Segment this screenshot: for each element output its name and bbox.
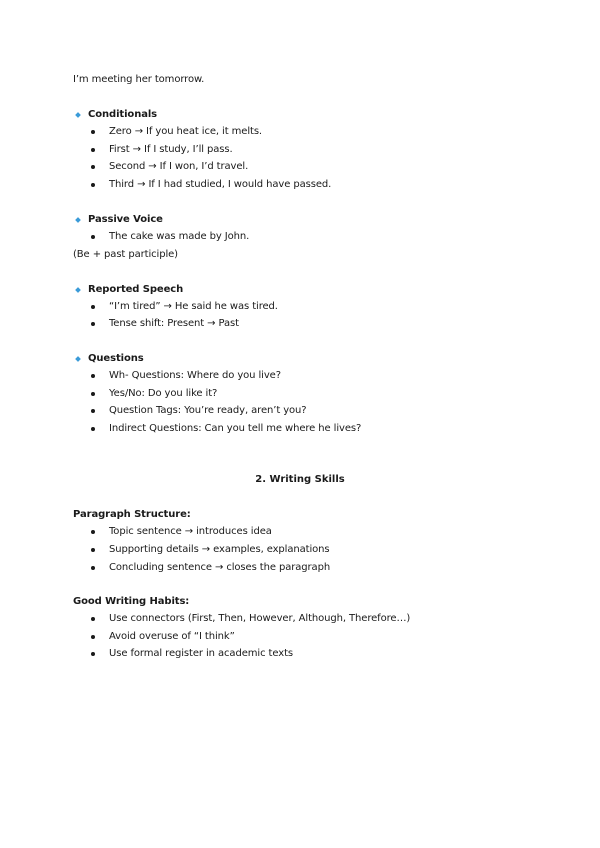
list-item: Concluding sentence → closes the paragraph xyxy=(109,562,331,573)
bullet-dot-icon xyxy=(91,374,95,378)
diamond-bullet-icon xyxy=(75,217,81,223)
diamond-bullet-icon xyxy=(75,356,81,362)
bullet-dot-icon xyxy=(91,305,95,309)
bullet-dot-icon xyxy=(91,409,95,413)
bullet-dot-icon xyxy=(91,530,95,534)
list-item: Supporting details → examples, explanations xyxy=(109,544,330,555)
list-item: Question Tags: You’re ready, aren’t you? xyxy=(109,405,307,416)
bullet-dot-icon xyxy=(91,148,95,152)
list-item: First → If I study, I’ll pass. xyxy=(109,144,233,155)
list-item: Second → If I won, I’d travel. xyxy=(109,161,249,172)
list-item: Yes/No: Do you like it? xyxy=(109,388,218,399)
bullet-dot-icon xyxy=(91,183,95,187)
paragraph-structure-heading: Paragraph Structure: xyxy=(73,509,191,520)
bullet-dot-icon xyxy=(91,652,95,656)
section-heading-conditionals: Conditionals xyxy=(88,109,158,120)
list-item: Tense shift: Present → Past xyxy=(109,318,239,329)
list-item: “I’m tired” → He said he was tired. xyxy=(109,301,278,312)
list-item: Indirect Questions: Can you tell me where he lives? xyxy=(109,423,362,434)
bullet-dot-icon xyxy=(91,617,95,621)
bullet-dot-icon xyxy=(91,165,95,169)
passive-voice-note: (Be + past participle) xyxy=(73,249,178,260)
list-item: Topic sentence → introduces idea xyxy=(109,526,272,537)
diamond-bullet-icon xyxy=(75,287,81,293)
bullet-dot-icon xyxy=(91,322,95,326)
list-item: Wh- Questions: Where do you live? xyxy=(109,370,281,381)
bullet-dot-icon xyxy=(91,392,95,396)
list-item: Third → If I had studied, I would have passed. xyxy=(109,179,332,190)
section-heading-questions: Questions xyxy=(88,353,144,364)
list-item: The cake was made by John. xyxy=(109,231,250,242)
bullet-dot-icon xyxy=(91,548,95,552)
section-heading-passive-voice: Passive Voice xyxy=(88,214,163,225)
bullet-dot-icon xyxy=(91,566,95,570)
intro-sentence: I’m meeting her tomorrow. xyxy=(73,74,205,85)
bullet-dot-icon xyxy=(91,235,95,239)
list-item: Avoid overuse of “I think” xyxy=(109,631,235,642)
bullet-dot-icon xyxy=(91,427,95,431)
section-heading-reported-speech: Reported Speech xyxy=(88,284,184,295)
bullet-dot-icon xyxy=(91,635,95,639)
bullet-dot-icon xyxy=(91,130,95,134)
diamond-bullet-icon xyxy=(75,112,81,118)
section-title-writing-skills: 2. Writing Skills xyxy=(255,474,345,485)
good-writing-habits-heading: Good Writing Habits: xyxy=(73,596,190,607)
list-item: Use formal register in academic texts xyxy=(109,648,293,659)
list-item: Zero → If you heat ice, it melts. xyxy=(109,126,263,137)
list-item: Use connectors (First, Then, However, Although, Therefore…) xyxy=(109,613,411,624)
